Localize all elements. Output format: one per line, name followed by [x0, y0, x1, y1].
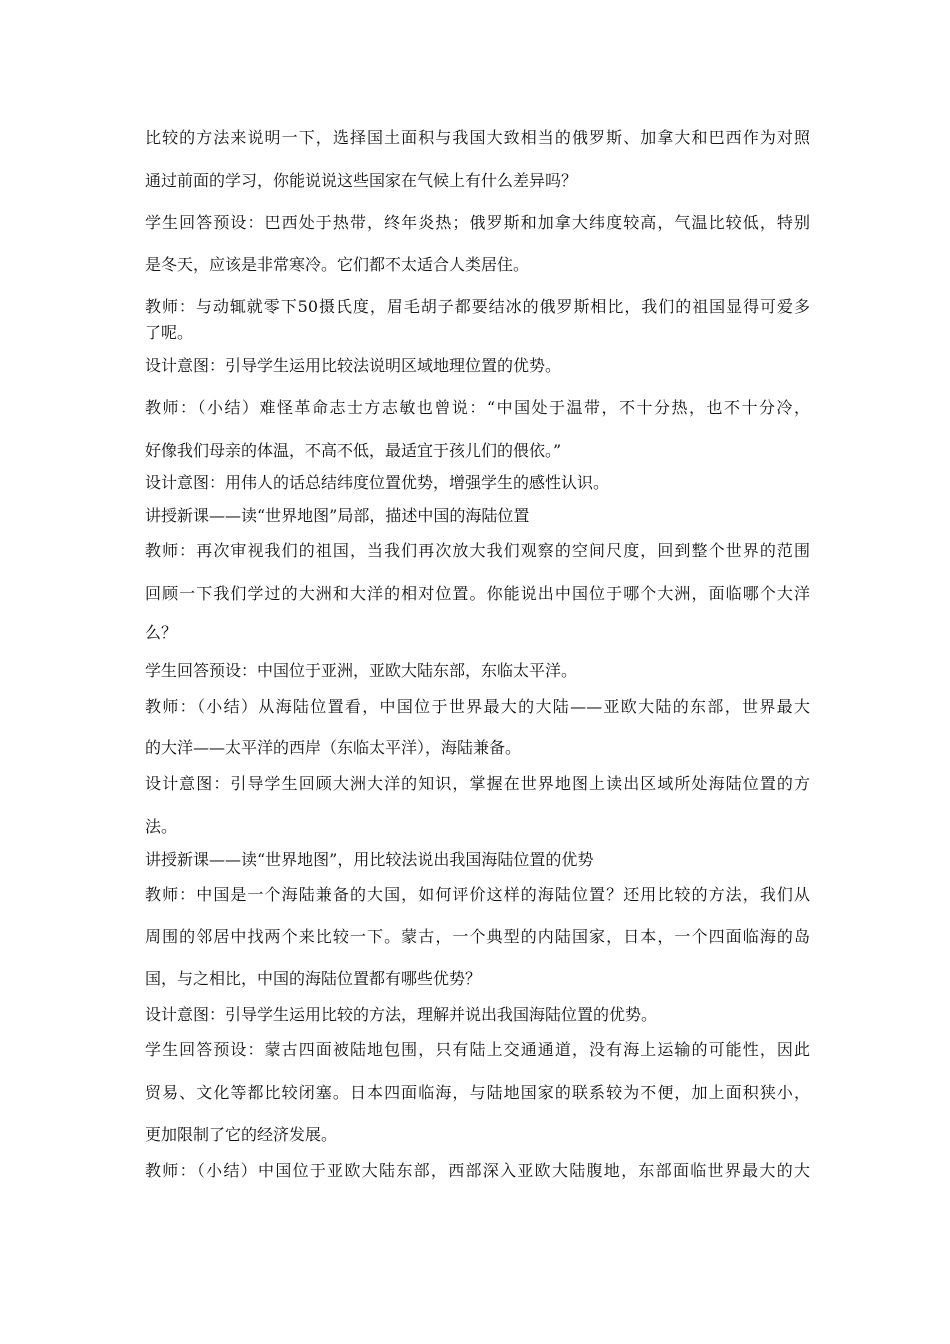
- text-line: 设计意图：用伟人的话总结纬度位置优势，增强学生的感性认识。: [145, 473, 610, 492]
- text-line: 学生回答预设：巴西处于热带，终年炎热；俄罗斯和加拿大纬度较高，气温比较低，特别: [145, 213, 810, 232]
- text-line: 是冬天，应该是非常寒冷。它们都不太适合人类居住。: [145, 255, 530, 274]
- text-line: 周围的邻居中找两个来比较一下。蒙古，一个典型的内陆国家，日本，一个四面临海的岛: [145, 927, 810, 946]
- section-heading: 讲授新课——读“世界地图”，用比较法说出我国海陆位置的优势: [145, 850, 594, 869]
- text-line: 教师：中国是一个海陆兼备的大国，如何评价这样的海陆位置？还用比较的方法，我们从: [145, 885, 810, 904]
- text-line: 学生回答预设：中国位于亚洲，亚欧大陆东部，东临太平洋。: [145, 661, 578, 680]
- section-heading: 讲授新课——读“世界地图”局部，描述中国的海陆位置: [145, 506, 530, 525]
- text-line: 学生回答预设：蒙古四面被陆地包围，只有陆上交通通道，没有海上运输的可能性，因此: [145, 1040, 810, 1059]
- text-line: 好像我们母亲的体温，不高不低，最适宜于孩儿们的偎依。”: [145, 441, 562, 460]
- text-line: 国，与之相比，中国的海陆位置都有哪些优势？: [145, 969, 482, 988]
- text-line: 的大洋——太平洋的西岸（东临太平洋），海陆兼备。: [145, 738, 522, 757]
- text-line: 回顾一下我们学过的大洲和大洋的相对位置。你能说出中国位于哪个大洲，面临哪个大洋: [145, 584, 810, 603]
- text-line: 教师：（小结）从海陆位置看，中国位于世界最大的大陆——亚欧大陆的东部，世界最大: [145, 697, 810, 716]
- text-line: 教师：再次审视我们的祖国，当我们再次放大我们观察的空间尺度，回到整个世界的范围: [145, 541, 810, 560]
- text-line: 通过前面的学习，你能说说这些国家在气候上有什么差异吗？: [145, 171, 578, 190]
- text-line: 设计意图：引导学生运用比较法说明区域地理位置的优势。: [145, 356, 562, 375]
- text-line: 设计意图：引导学生运用比较的方法，理解并说出我国海陆位置的优势。: [145, 1005, 658, 1024]
- text-line: 了呢。: [145, 323, 194, 342]
- text-line: 比较的方法来说明一下，选择国土面积与我国大致相当的俄罗斯、加拿大和巴西作为对照: [145, 128, 810, 147]
- text-line: 教师：与动辄就零下50摄氏度，眉毛胡子都要结冰的俄罗斯相比，我们的祖国显得可爱多: [145, 297, 810, 316]
- text-line: 法。: [145, 817, 178, 836]
- text-line: 么？: [145, 623, 178, 642]
- text-line: 教师：（小结）中国位于亚欧大陆东部，西部深入亚欧大陆腹地，东部面临世界最大的大: [145, 1161, 810, 1180]
- text-line: 设计意图：引导学生回顾大洲大洋的知识，掌握在世界地图上读出区域所处海陆位置的方: [145, 774, 810, 793]
- text-line: 贸易、文化等都比较闭塞。日本四面临海，与陆地国家的联系较为不便，加上面积狭小，: [145, 1083, 810, 1102]
- text-line: 教师：（小结）难怪革命志士方志敏也曾说：“中国处于温带，不十分热，也不十分冷，: [145, 398, 810, 417]
- text-line: 更加限制了它的经济发展。: [145, 1125, 338, 1144]
